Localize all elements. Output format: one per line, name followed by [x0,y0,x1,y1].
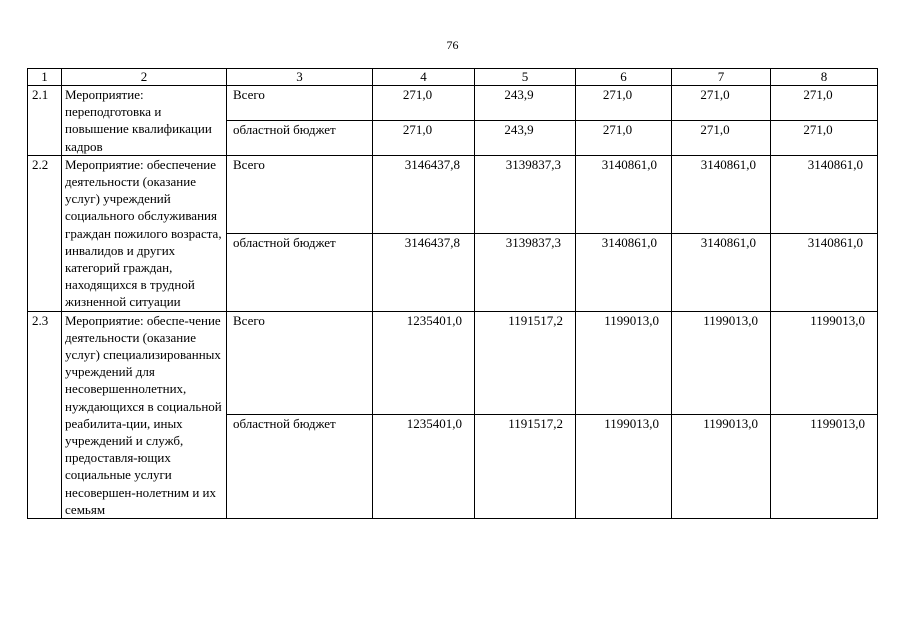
row-name: Мероприятие: переподготовка и повышение квалификации кадров [62,86,227,156]
value-cell: 271,0 [771,120,878,155]
value-cell: 243,9 [475,120,576,155]
value-cell: 271,0 [576,120,672,155]
row-code: 2.3 [28,311,62,518]
header-cell: 1 [28,69,62,86]
value-cell: 3146437,8 [373,155,475,233]
value-cell: 1199013,0 [672,415,771,519]
value-cell: 271,0 [373,86,475,121]
value-cell: 3140861,0 [576,155,672,233]
value-cell: 1191517,2 [475,311,576,415]
value-cell: 1235401,0 [373,415,475,519]
value-cell: 3140861,0 [576,233,672,311]
value-cell: 1199013,0 [771,415,878,519]
value-cell: 3140861,0 [771,155,878,233]
budget-table [27,68,878,519]
value-cell: 243,9 [475,86,576,121]
value-cell: 271,0 [672,86,771,121]
value-cell: 271,0 [576,86,672,121]
value-cell: 1191517,2 [475,415,576,519]
value-cell: 1235401,0 [373,311,475,415]
header-cell: 3 [227,69,373,86]
funding-source: областной бюджет [227,415,373,519]
value-cell: 3140861,0 [672,233,771,311]
value-cell: 3139837,3 [475,155,576,233]
header-cell: 5 [475,69,576,86]
value-cell: 1199013,0 [576,311,672,415]
value-cell: 271,0 [771,86,878,121]
header-cell: 4 [373,69,475,86]
value-cell: 3146437,8 [373,233,475,311]
funding-source: Всего [227,311,373,415]
table-header-row [28,69,878,86]
funding-source: областной бюджет [227,120,373,155]
table-row [28,86,878,121]
value-cell: 3140861,0 [672,155,771,233]
value-cell: 3140861,0 [771,233,878,311]
funding-source: Всего [227,86,373,121]
header-cell: 7 [672,69,771,86]
page-number: 76 [446,38,459,52]
row-name: Мероприятие: обеспе-чение деятельности (оказание услуг) специализированных учреждений для несовершеннолетних, нуждающихся в социальной реабилита-ции, иных учреждений и служб, предоставля-ющих социальные услуги несовершен-нолетним и их семьям [62,311,227,518]
value-cell: 271,0 [672,120,771,155]
row-name: Мероприятие: обеспечение деятельности (оказание услуг) учреждений социального обслуживания граждан пожилого возраста, инвалидов и других категорий граждан, находящихся в трудной жизненной ситуации [62,155,227,311]
table-row [28,311,878,415]
funding-source: областной бюджет [227,233,373,311]
row-code: 2.1 [28,86,62,156]
row-code: 2.2 [28,155,62,311]
value-cell: 1199013,0 [672,311,771,415]
funding-source: Всего [227,155,373,233]
header-cell: 6 [576,69,672,86]
table-row [28,155,878,233]
value-cell: 271,0 [373,120,475,155]
header-cell: 8 [771,69,878,86]
value-cell: 1199013,0 [576,415,672,519]
header-cell: 2 [62,69,227,86]
value-cell: 1199013,0 [771,311,878,415]
value-cell: 3139837,3 [475,233,576,311]
